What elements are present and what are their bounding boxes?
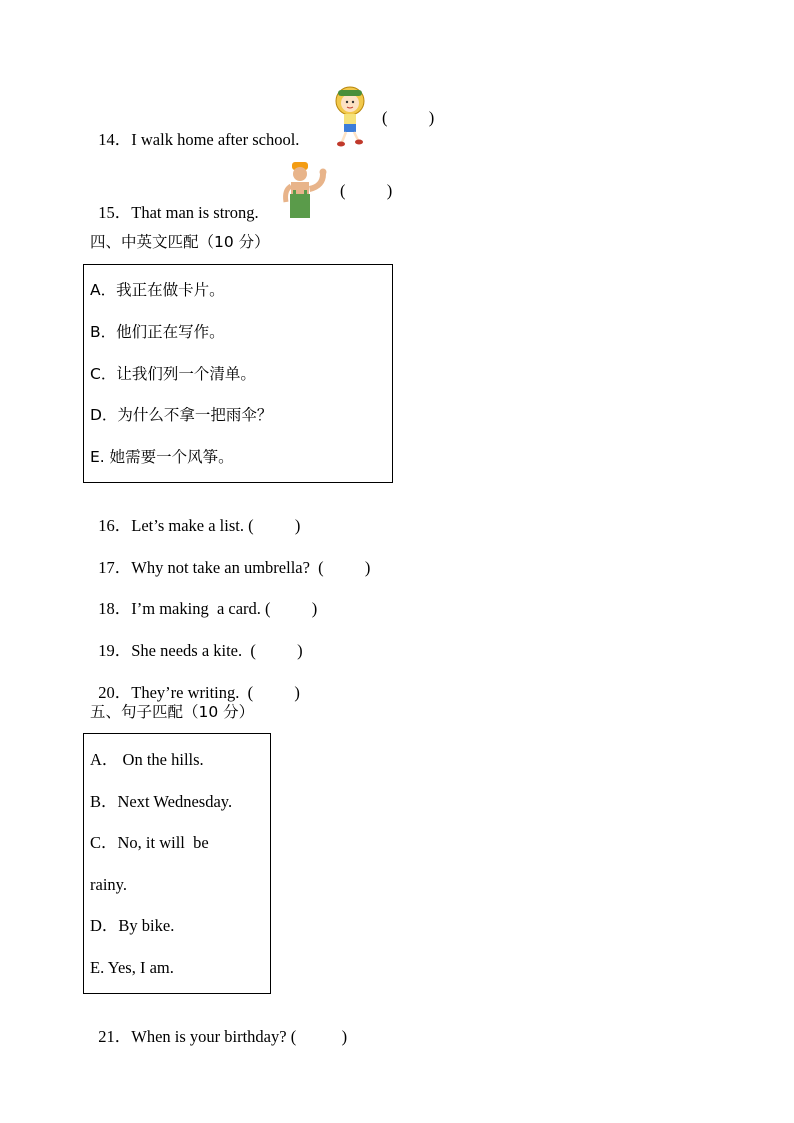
question-number: 15． [98,203,132,222]
option-b: B．Next Wednesday. [90,792,233,811]
question-15 [90,180,259,224]
question-18 [90,576,317,620]
option-d: D．为什么不拿一把雨伞？ [90,406,273,424]
question-text: They’re writing. ( ) [131,683,300,702]
section-heading-part5: 五、句子匹配（10 分） [90,703,255,721]
option-a: A． On the hills. [90,750,204,769]
question-16 [90,493,300,537]
question-19 [90,618,303,662]
option-c-continued: rainy. [90,875,127,894]
question-number: 16． [98,516,132,535]
question-text: Let’s make a list. ( ) [131,516,301,535]
option-e: E. Yes, I am. [90,958,174,977]
options-box-part5 [83,733,271,994]
question-text: That man is strong. [131,203,259,222]
question-14 [90,107,299,151]
answer-parentheses[interactable]: ( ) [382,108,435,127]
question-text: I’m making a card. ( ) [131,599,318,618]
option-c: C．让我们列一个清单。 [90,365,256,383]
option-c: C．No, it will be [90,833,209,852]
girl-walking-icon [330,84,370,150]
question-text: When is your birthday? ( ) [131,1027,348,1046]
option-a: A．我正在做卡片。 [90,281,225,299]
question-20 [90,660,300,704]
option-e: E. 她需要一个风筝。 [90,448,234,466]
question-number: 21． [98,1027,132,1046]
question-number: 14． [98,130,132,149]
question-text: I walk home after school. [131,130,300,149]
question-text: Why not take an umbrella? ( ) [131,558,371,577]
question-number: 19． [98,641,132,660]
option-d: D．By bike. [90,916,175,935]
question-17 [90,535,370,579]
answer-parentheses[interactable]: ( ) [340,181,393,200]
section-heading-part4: 四、中英文匹配（10 分） [90,233,270,251]
strong-man-icon [280,160,332,220]
question-number: 17． [98,558,132,577]
option-b: B．他们正在写作。 [90,323,225,341]
question-number: 20． [98,683,132,702]
question-21 [90,1004,347,1048]
question-number: 18． [98,599,132,618]
question-text: She needs a kite. ( ) [131,641,303,660]
